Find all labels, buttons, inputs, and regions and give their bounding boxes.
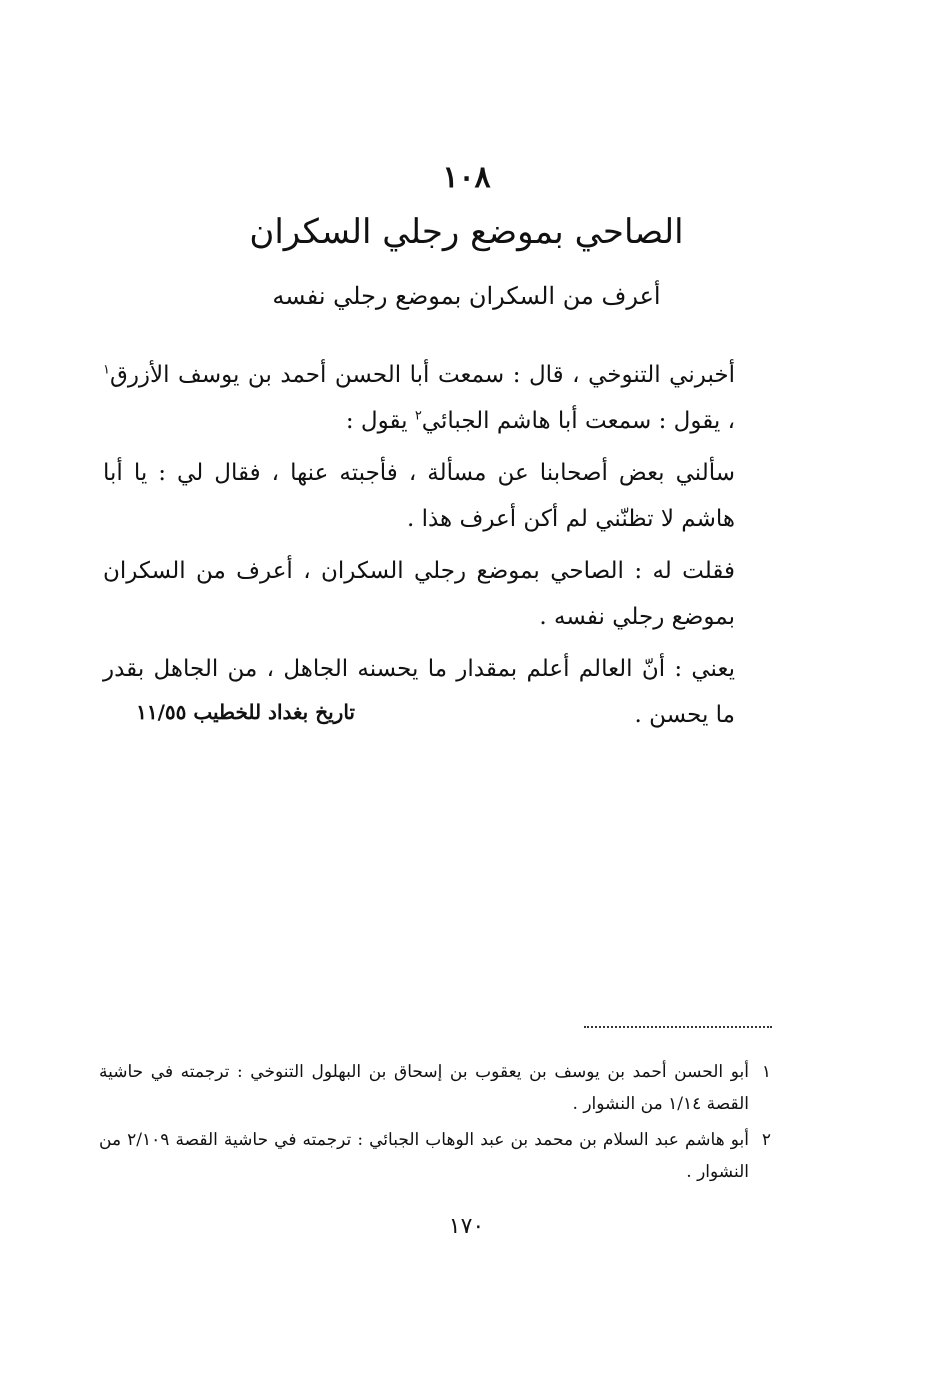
footnote-ref-1: ١ [103, 362, 110, 378]
story-body [103, 352, 735, 744]
footnote-1 [99, 1056, 771, 1120]
body-paragraph-1-part-b: ، يقول : سمعت أبا هاشم الجبائي [421, 408, 735, 434]
body-paragraph-1-part-a: أخبرني التنوخي ، قال : سمعت أبا الحسن أحمد بن يوسف الأزرق [109, 362, 735, 388]
footnote-ref-2: ٢ [414, 408, 422, 424]
source-citation: تاريخ بغداد للخطيب ١١/٥٥ [136, 700, 355, 724]
body-paragraph-1 [103, 352, 735, 444]
body-paragraph-2: سألني بعض أصحابنا عن مسألة ، فأجبته عنها ، فقال لي : يا أبا هاشم لا تظنّني لم أكن أعرف هذا . [103, 460, 735, 532]
body-paragraph-1-part-c: يقول : [345, 408, 415, 434]
story-title: الصاحي بموضع رجلي السكران [249, 212, 684, 252]
story-subtitle: أعرف من السكران بموضع رجلي نفسه [272, 282, 661, 310]
footnote-number: ٢ [761, 1130, 771, 1150]
body-paragraph-3: فقلت له : الصاحي بموضع رجلي السكران ، أعرف من السكران بموضع رجلي نفسه . [103, 558, 735, 630]
footnote-number: ١ [761, 1062, 771, 1082]
footnote-divider [584, 1026, 772, 1028]
footnote-2 [99, 1124, 771, 1188]
footnote-text: أبو الحسن أحمد بن يوسف بن يعقوب بن إسحاق بن البهلول التنوخي : ترجمته في حاشية القصة ١/١٤ من النشوار . [99, 1062, 749, 1114]
page-number: ١٧٠ [448, 1214, 485, 1239]
footnotes [99, 1056, 771, 1192]
footnote-text: أبو هاشم عبد السلام بن محمد بن عبد الوهاب الجبائي : ترجمته في حاشية القصة ٢/١٠٩ من النشوار . [99, 1130, 750, 1182]
body-paragraph-4: يعني : أنّ العالم أعلم بمقدار ما يحسنه الجاهل ، من الجاهل بقدر ما يحسن . [103, 656, 735, 728]
story-number: ١٠٨ [442, 160, 491, 195]
